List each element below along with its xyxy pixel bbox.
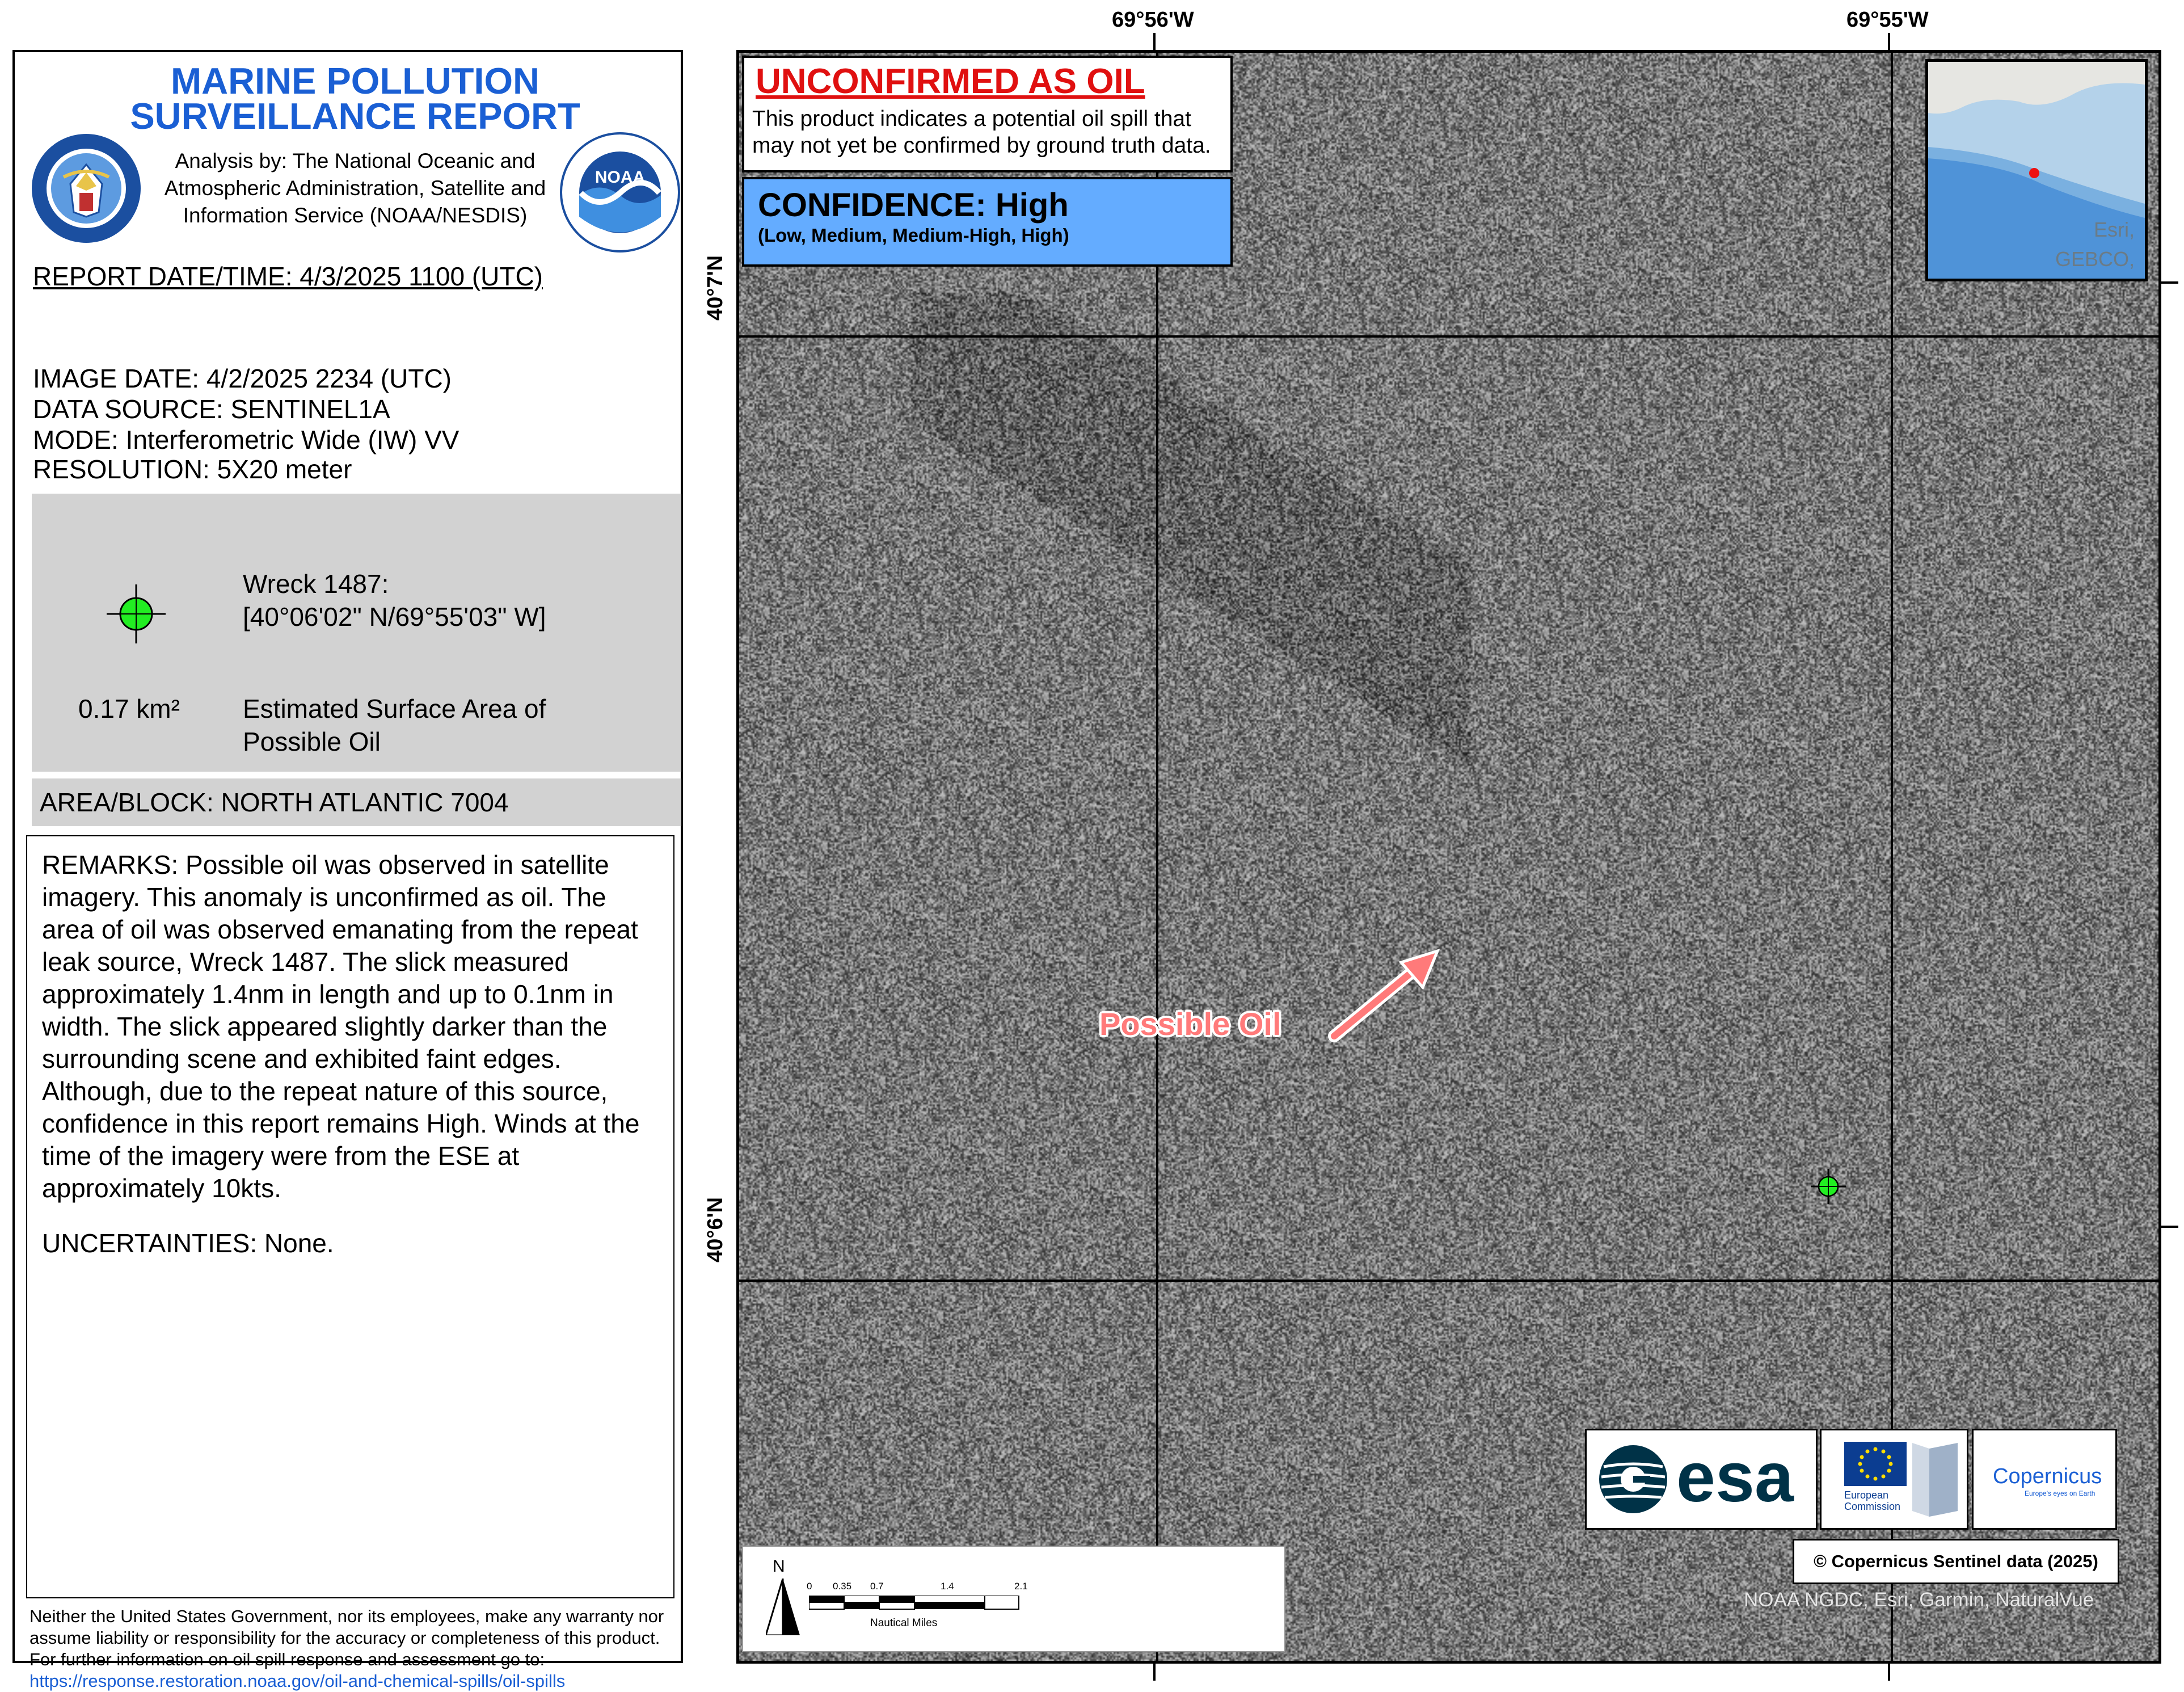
- noaa-logo-text: NOAA: [595, 168, 646, 187]
- lat-label-40-6n: 40°6'N: [703, 1197, 727, 1262]
- grid-line-40-6n: [736, 1279, 2161, 1282]
- mode: MODE: Interferometric Wide (IW) VV: [33, 425, 459, 454]
- scale-tick-0-7: 0.7: [870, 1581, 884, 1592]
- report-title-line2: SURVEILLANCE REPORT: [130, 95, 580, 137]
- confidence-scale: (Low, Medium, Medium-High, High): [758, 225, 1069, 246]
- ec-logo-text: [1844, 1489, 1900, 1512]
- confidence-callout: [742, 177, 1233, 267]
- info-prefix: For further information on oil spill response and assessment go to:: [29, 1649, 545, 1669]
- remarks-box: [26, 835, 674, 1598]
- copernicus-logo: [1972, 1429, 2117, 1530]
- eu-flag-icon: [1844, 1442, 1907, 1486]
- scale-tick-2-1: 2.1: [1014, 1581, 1028, 1592]
- noaa-logo: [559, 132, 681, 254]
- analysis-by-text: Analysis by: The National Oceanic and Atmospheric Administration, Satellite and Information Service (NOAA/NESDIS): [164, 149, 546, 227]
- data-source: DATA SOURCE: SENTINEL1A: [33, 394, 390, 424]
- scale-unit: Nautical Miles: [870, 1617, 938, 1629]
- legend-area-value: 0.17 km²: [78, 694, 180, 723]
- ec-logo-line1: European: [1844, 1489, 1889, 1501]
- inset-attrib-line1: Esri,: [2094, 218, 2135, 241]
- tick-bottom-69-55w: [1888, 1664, 1890, 1681]
- report-panel: [12, 50, 683, 1691]
- legend-area-label: Estimated Surface Area of Possible Oil: [243, 694, 546, 756]
- scale-tick-1-4: 1.4: [941, 1581, 954, 1592]
- tick-top-69-55w: [1888, 33, 1890, 50]
- scale-tick-0-35: 0.35: [833, 1581, 852, 1592]
- legend-wreck-label: [243, 567, 546, 633]
- report-title-line1: MARINE POLLUTION: [171, 60, 539, 102]
- confidence-title: CONFIDENCE: High: [758, 187, 1069, 224]
- copyright-box: © Copernicus Sentinel data (2025): [1793, 1539, 2119, 1584]
- north-arrow-icon: [766, 1579, 800, 1635]
- disclaimer-text: Neither the United States Government, nor its employees, make any warranty nor assume liability or responsibility for the accuracy or completeness of this product.: [29, 1606, 664, 1648]
- basemap-attribution: NOAA NGDC, Esri, Garmin, NaturalVue: [1744, 1589, 2094, 1611]
- esa-logo-text: esa: [1676, 1438, 1794, 1517]
- inset-locator-map: [1925, 59, 2148, 281]
- resolution: RESOLUTION: 5X20 meter: [33, 454, 352, 484]
- department-of-commerce-seal: [29, 132, 143, 245]
- copernicus-logo-text: Copernicus: [1993, 1464, 2102, 1488]
- unconfirmed-text: This product indicates a potential oil spill that may not yet be confirmed by ground truth data.: [752, 107, 1211, 158]
- ec-logo-line2: Commission: [1844, 1501, 1901, 1512]
- north-arrow-label: N: [773, 1557, 785, 1576]
- map-frame[interactable]: [736, 50, 2161, 1664]
- image-date: IMAGE DATE: 4/2/2025 2234 (UTC): [33, 364, 452, 393]
- unconfirmed-title: UNCONFIRMED AS OIL: [756, 62, 1145, 101]
- inset-attribution: [2055, 215, 2135, 274]
- tick-right-40-7n: [2161, 281, 2178, 284]
- inset-attrib-line2: GEBCO,: [2055, 247, 2135, 271]
- tick-right-40-6n: [2161, 1226, 2178, 1228]
- inset-location-dot: [2029, 168, 2039, 178]
- legend-wreck-coords: [40°06'02" N/69°55'03" W]: [243, 602, 546, 632]
- tick-top-69-56w: [1153, 33, 1156, 50]
- tick-bottom-69-56w: [1153, 1664, 1156, 1681]
- sar-imagery: [739, 53, 2158, 1661]
- uncertainties-text: UNCERTAINTIES: None.: [42, 1228, 334, 1258]
- berlaymont-icon: [1907, 1437, 1963, 1522]
- area-block: AREA/BLOCK: NORTH ATLANTIC 7004: [32, 778, 681, 826]
- european-commission-logo: [1820, 1429, 1968, 1530]
- esa-globe-icon: [1598, 1444, 1668, 1514]
- possible-oil-label: Possible Oil: [1099, 1006, 1281, 1042]
- grid-line-40-7n: [736, 335, 2161, 338]
- lon-label-69-55w: 69°55'W: [1846, 8, 1929, 32]
- wreck-symbol-icon: [107, 584, 166, 643]
- legend: [32, 494, 681, 772]
- possible-oil-arrow-icon: [1322, 935, 1447, 1049]
- wreck-1487-marker-icon[interactable]: [1811, 1169, 1846, 1204]
- info-link[interactable]: https://response.restoration.noaa.gov/oil-and-chemical-spills/oil-spills: [29, 1671, 566, 1691]
- remarks-text: REMARKS: Possible oil was observed in satellite imagery. This anomaly is unconfirmed as oil. The area of oil was observed emanating from the repeat leak source, Wreck 1487. The slick measured approximately 1.4nm in length and up to 0.1nm in width. The slick appeared slightly darker than the surrounding scene and exhibited faint edges. Although, due to the repeat nature of this source, confidence in this report remains High. Winds at the time of the imagery were from the ESE at approximately 10kts.: [42, 850, 640, 1203]
- lon-label-69-56w: 69°56'W: [1112, 8, 1194, 32]
- report-datetime: REPORT DATE/TIME: 4/3/2025 1100 (UTC): [33, 262, 543, 291]
- scale-bar-graphic: [809, 1596, 1024, 1613]
- scale-tick-0: 0: [807, 1581, 812, 1592]
- unconfirmed-callout: [742, 56, 1233, 172]
- grid-line-69-56w: [1156, 50, 1158, 1664]
- grid-line-69-55w: [1891, 50, 1893, 1664]
- esa-logo: [1585, 1429, 1818, 1530]
- scale-bar-box: [742, 1546, 1285, 1652]
- report-title: [71, 60, 639, 137]
- lat-label-40-7n: 40°7'N: [703, 255, 727, 321]
- legend-wreck-name: Wreck 1487:: [243, 569, 389, 599]
- disclaimer: [29, 1606, 682, 1692]
- copernicus-tagline: Europe's eyes on Earth: [2025, 1489, 2096, 1497]
